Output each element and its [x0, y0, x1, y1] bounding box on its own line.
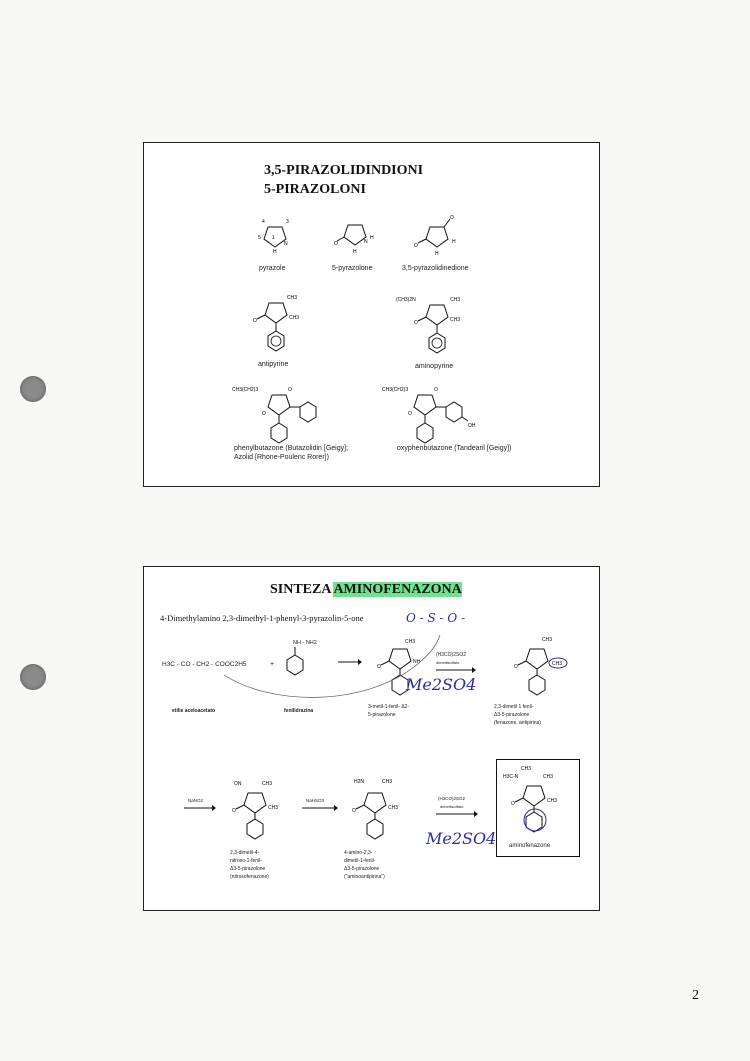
svg-text:O: O — [334, 241, 338, 247]
formula-ethyl-acetoacetate: H3C - CO - CH2 - COOC2H5 — [162, 661, 247, 668]
label-dimethyl-3: (fenazone, antipirina) — [494, 720, 541, 726]
label-methylphenyl-1: 3-metil-1-fenil- Δ2- — [368, 704, 410, 710]
svg-text:H3C-N: H3C-N — [503, 774, 519, 780]
svg-text:N: N — [364, 239, 368, 245]
arrow-3 — [184, 805, 216, 811]
handwritten-me2so4-b: Me2SO4 — [426, 829, 497, 848]
nitrosofenazone-structure — [224, 775, 294, 843]
svg-text:CH3: CH3 — [552, 661, 563, 667]
svg-text:NH: NH — [413, 659, 421, 665]
svg-text:H: H — [452, 239, 456, 245]
label-ethyl-acetoacetate: etilie aceloacetato — [172, 708, 216, 714]
svg-text:O: O — [377, 664, 381, 670]
reagent-dimethylsulfate-1: (H3CO)2SO2 — [436, 652, 467, 658]
aminoantipyrine-structure — [344, 773, 424, 843]
aminopyrine-structure — [396, 291, 476, 361]
slide1-title-line1: 3,5-PIRAZOLIDINDIONI — [264, 163, 424, 178]
svg-text:H: H — [353, 249, 357, 255]
svg-text:CH3: CH3 — [542, 637, 553, 643]
svg-text:5: 5 — [258, 235, 261, 241]
svg-text:H: H — [273, 249, 277, 255]
pyrazole-structure — [256, 213, 296, 255]
plus-sign: + — [270, 661, 275, 668]
svg-text:O: O — [511, 801, 515, 807]
svg-text:O: O — [414, 243, 418, 249]
svg-text:CH3: CH3 — [405, 639, 416, 645]
page-number: 2 — [692, 988, 699, 1003]
label-amino-3: Δ3-5-pirazolone — [344, 866, 380, 872]
pyrazolone-structure — [334, 215, 378, 255]
svg-text:CH3(CH2)3: CH3(CH2)3 — [382, 387, 409, 393]
svg-text:CH3: CH3 — [521, 766, 532, 772]
phenylbutazone-structure — [232, 379, 342, 445]
svg-text:4: 4 — [262, 219, 265, 225]
antipyrine-product-structure — [506, 631, 586, 697]
handwritten-sulfate: O - S - O - — [406, 611, 466, 625]
label-dimethyl-2: Δ3-5-pirazolone — [494, 712, 530, 718]
label-pyrazole: pyrazole — [259, 265, 286, 272]
svg-text:O: O — [450, 215, 454, 221]
antipyrine-structure — [249, 289, 309, 359]
label-dimethyl-1: 2,3-dimetil 1 fenil- — [494, 704, 534, 710]
arrow-5 — [436, 811, 478, 817]
slide2-title-part1: SINTEZA — [270, 582, 334, 597]
svg-text:O: O — [352, 808, 356, 814]
label-nitroso-1: 2,3-dimetil-4- — [230, 850, 260, 856]
svg-text:CH3: CH3 — [289, 315, 300, 321]
label-methylphenyl-2: 5-pirazolone — [368, 712, 396, 718]
slide2-title — [270, 582, 462, 598]
svg-text:O: O — [232, 808, 236, 814]
handwritten-curve — [214, 627, 444, 707]
svg-text:CH3: CH3 — [450, 297, 461, 303]
label-nitroso-2: nitroso-1-fenil- — [230, 858, 262, 864]
svg-text:H: H — [435, 251, 439, 257]
svg-text:O: O — [434, 387, 438, 393]
svg-text:1: 1 — [272, 235, 275, 241]
slide2-subtitle: 4-Dimethylamino 2,3-dimethyl-1-phenyl-3-pyrazolin-5-one — [160, 613, 364, 623]
reagent-dimethylsulfate-2: (H3CO)2SO2 — [438, 796, 466, 801]
svg-text:(CH3)2N: (CH3)2N — [396, 297, 416, 303]
handwritten-me2so4-a: Me2SO4 — [406, 675, 477, 694]
svg-text:O: O — [408, 411, 412, 417]
slide2-title-highlight: AMINOFENAZONA — [333, 582, 462, 597]
label-aminofenazone: aminofenazone — [509, 843, 551, 849]
svg-text:CH3(CH2)3: CH3(CH2)3 — [232, 387, 259, 393]
svg-text:O: O — [262, 411, 266, 417]
svg-text:O: O — [288, 387, 292, 393]
svg-text:O: O — [514, 664, 518, 670]
reagent-dimethylsulfate-1b: dimetilsolfato — [436, 660, 460, 665]
aminofenazone-box — [496, 759, 580, 857]
label-nitroso-3: Δ3-5-pirazolone — [230, 866, 266, 872]
pyrazolidinedione-structure — [414, 213, 464, 257]
label-amino-4: ("aminoantipirina") — [344, 874, 385, 880]
slide-synthesis-aminofenazone — [143, 566, 600, 911]
svg-text:CH3: CH3 — [543, 774, 554, 780]
svg-text:O: O — [253, 318, 257, 324]
svg-text:3: 3 — [286, 219, 289, 225]
svg-text:H: H — [370, 235, 374, 241]
reagent-nahso3: NaHSO3 — [306, 798, 325, 803]
svg-text:CH3: CH3 — [262, 781, 273, 787]
label-pyrazolidinedione: 3,5-pyrazolidinedione — [402, 265, 469, 272]
label-nitroso-4: (nitrosofenazone) — [230, 874, 269, 880]
label-phenylhydrazine: fenilidrazina — [284, 708, 314, 714]
arrow-4 — [302, 805, 338, 811]
svg-text:CH3: CH3 — [388, 805, 399, 811]
svg-text:O: O — [414, 320, 418, 326]
oxyphenbutazone-structure — [378, 379, 498, 445]
aminofenazone-structure — [499, 762, 577, 838]
svg-text:CH3: CH3 — [287, 295, 298, 301]
svg-text:CH3: CH3 — [268, 805, 279, 811]
label-oxyphenbutazone: oxyphenbutazone (Tandearil [Geigy]) — [397, 445, 512, 452]
hydrazine-group: NH - NH2 — [293, 640, 317, 646]
label-amino-2: dimetil-1-fenil- — [344, 858, 376, 864]
label-phenylbutazone-2: Azolid [Rhone-Poulenc Rorer]) — [234, 454, 329, 461]
slide1-title-line2: 5-PIRAZOLONI — [264, 182, 366, 197]
label-phenylbutazone: phenylbutazone (Butazolidin [Geigy]; — [234, 445, 349, 452]
reagent-dimethylsulfate-2b: dimetilsolfato — [440, 804, 464, 809]
slide-pyrazolones — [143, 142, 600, 487]
reagent-nano2: NaNO2 — [188, 798, 204, 803]
punch-hole-bottom — [20, 664, 46, 690]
punch-hole-top — [20, 376, 46, 402]
svg-text:ON: ON — [234, 781, 242, 787]
svg-text:CH3: CH3 — [382, 779, 393, 785]
svg-text:H2N: H2N — [354, 779, 365, 785]
svg-text:OH: OH — [468, 423, 476, 429]
label-amino-1: 4-amino-2,3- — [344, 850, 373, 856]
label-pyrazolone: 5-pyrazolone — [332, 265, 373, 272]
svg-text:CH3: CH3 — [547, 798, 558, 804]
svg-text:CH3: CH3 — [450, 317, 461, 323]
label-aminopyrine: aminopyrine — [415, 363, 454, 370]
svg-text:N: N — [284, 241, 288, 247]
label-antipyrine: antipyrine — [258, 361, 289, 368]
